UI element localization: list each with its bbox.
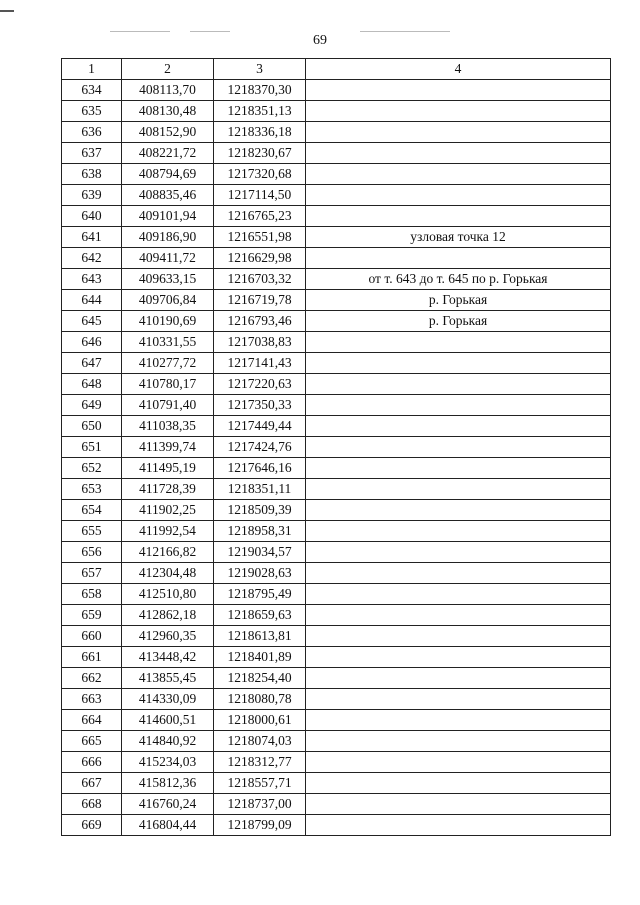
header-col-2: 2 — [122, 59, 214, 80]
y-coordinate-cell: 1219028,63 — [214, 563, 306, 584]
y-coordinate-cell: 1218000,61 — [214, 710, 306, 731]
point-number-cell: 640 — [62, 206, 122, 227]
scan-artifact-line — [360, 31, 450, 32]
table-row — [62, 668, 611, 689]
table-row — [62, 563, 611, 584]
description-cell — [306, 122, 611, 143]
table-row — [62, 227, 611, 248]
table-row — [62, 773, 611, 794]
y-coordinate-cell: 1218613,81 — [214, 626, 306, 647]
y-coordinate-cell: 1218509,39 — [214, 500, 306, 521]
point-number-cell: 635 — [62, 101, 122, 122]
point-number-cell: 636 — [62, 122, 122, 143]
table-row — [62, 584, 611, 605]
y-coordinate-cell: 1218799,09 — [214, 815, 306, 836]
scan-edge-mark — [0, 10, 14, 12]
table-row — [62, 290, 611, 311]
x-coordinate-cell: 408130,48 — [122, 101, 214, 122]
x-coordinate-cell: 410331,55 — [122, 332, 214, 353]
header-row — [62, 59, 611, 80]
table-row — [62, 647, 611, 668]
table-row — [62, 542, 611, 563]
description-cell — [306, 416, 611, 437]
y-coordinate-cell: 1218370,30 — [214, 80, 306, 101]
description-cell — [306, 668, 611, 689]
point-number-cell: 646 — [62, 332, 122, 353]
x-coordinate-cell: 410190,69 — [122, 311, 214, 332]
x-coordinate-cell: 411902,25 — [122, 500, 214, 521]
point-number-cell: 669 — [62, 815, 122, 836]
coordinates-table — [61, 58, 611, 836]
description-cell — [306, 752, 611, 773]
table-row — [62, 437, 611, 458]
point-number-cell: 642 — [62, 248, 122, 269]
y-coordinate-cell: 1217350,33 — [214, 395, 306, 416]
table-row — [62, 815, 611, 836]
y-coordinate-cell: 1217220,63 — [214, 374, 306, 395]
point-number-cell: 655 — [62, 521, 122, 542]
description-cell — [306, 542, 611, 563]
description-cell — [306, 437, 611, 458]
description-cell — [306, 185, 611, 206]
point-number-cell: 658 — [62, 584, 122, 605]
point-number-cell: 645 — [62, 311, 122, 332]
table-row — [62, 353, 611, 374]
point-number-cell: 654 — [62, 500, 122, 521]
y-coordinate-cell: 1218312,77 — [214, 752, 306, 773]
point-number-cell: 660 — [62, 626, 122, 647]
table-row — [62, 626, 611, 647]
description-cell — [306, 794, 611, 815]
table-row — [62, 521, 611, 542]
description-cell — [306, 479, 611, 500]
y-coordinate-cell: 1218737,00 — [214, 794, 306, 815]
y-coordinate-cell: 1216793,46 — [214, 311, 306, 332]
y-coordinate-cell: 1218351,13 — [214, 101, 306, 122]
table-row — [62, 458, 611, 479]
description-cell — [306, 143, 611, 164]
table-row — [62, 164, 611, 185]
description-cell: р. Горькая — [306, 290, 611, 311]
x-coordinate-cell: 410780,17 — [122, 374, 214, 395]
description-cell: р. Горькая — [306, 311, 611, 332]
description-cell — [306, 206, 611, 227]
y-coordinate-cell: 1216719,78 — [214, 290, 306, 311]
y-coordinate-cell: 1218074,03 — [214, 731, 306, 752]
x-coordinate-cell: 409633,15 — [122, 269, 214, 290]
point-number-cell: 652 — [62, 458, 122, 479]
point-number-cell: 661 — [62, 647, 122, 668]
table-row — [62, 332, 611, 353]
x-coordinate-cell: 413855,45 — [122, 668, 214, 689]
x-coordinate-cell: 415812,36 — [122, 773, 214, 794]
x-coordinate-cell: 410791,40 — [122, 395, 214, 416]
y-coordinate-cell: 1218401,89 — [214, 647, 306, 668]
table-row — [62, 122, 611, 143]
x-coordinate-cell: 412862,18 — [122, 605, 214, 626]
x-coordinate-cell: 409186,90 — [122, 227, 214, 248]
point-number-cell: 668 — [62, 794, 122, 815]
description-cell — [306, 458, 611, 479]
table-row — [62, 479, 611, 500]
description-cell — [306, 395, 611, 416]
description-cell — [306, 500, 611, 521]
y-coordinate-cell: 1217449,44 — [214, 416, 306, 437]
scan-artifact-line — [110, 31, 170, 32]
point-number-cell: 648 — [62, 374, 122, 395]
table-row — [62, 206, 611, 227]
table-header — [62, 59, 611, 80]
y-coordinate-cell: 1216629,98 — [214, 248, 306, 269]
header-col-4: 4 — [306, 59, 611, 80]
x-coordinate-cell: 411495,19 — [122, 458, 214, 479]
x-coordinate-cell: 408113,70 — [122, 80, 214, 101]
point-number-cell: 662 — [62, 668, 122, 689]
y-coordinate-cell: 1216551,98 — [214, 227, 306, 248]
header-col-1: 1 — [62, 59, 122, 80]
description-cell — [306, 647, 611, 668]
y-coordinate-cell: 1218557,71 — [214, 773, 306, 794]
description-cell — [306, 101, 611, 122]
x-coordinate-cell: 414600,51 — [122, 710, 214, 731]
x-coordinate-cell: 408835,46 — [122, 185, 214, 206]
point-number-cell: 643 — [62, 269, 122, 290]
table-row — [62, 143, 611, 164]
point-number-cell: 650 — [62, 416, 122, 437]
point-number-cell: 657 — [62, 563, 122, 584]
point-number-cell: 664 — [62, 710, 122, 731]
point-number-cell: 647 — [62, 353, 122, 374]
x-coordinate-cell: 410277,72 — [122, 353, 214, 374]
table-row — [62, 794, 611, 815]
description-cell: узловая точка 12 — [306, 227, 611, 248]
point-number-cell: 641 — [62, 227, 122, 248]
x-coordinate-cell: 408221,72 — [122, 143, 214, 164]
table-row — [62, 710, 611, 731]
description-cell — [306, 626, 611, 647]
y-coordinate-cell: 1218080,78 — [214, 689, 306, 710]
x-coordinate-cell: 411399,74 — [122, 437, 214, 458]
description-cell: от т. 643 до т. 645 по р. Горькая — [306, 269, 611, 290]
x-coordinate-cell: 411038,35 — [122, 416, 214, 437]
description-cell — [306, 773, 611, 794]
point-number-cell: 649 — [62, 395, 122, 416]
table-row — [62, 185, 611, 206]
y-coordinate-cell: 1218795,49 — [214, 584, 306, 605]
y-coordinate-cell: 1218336,18 — [214, 122, 306, 143]
x-coordinate-cell: 412166,82 — [122, 542, 214, 563]
point-number-cell: 656 — [62, 542, 122, 563]
table-row — [62, 101, 611, 122]
description-cell — [306, 164, 611, 185]
x-coordinate-cell: 408794,69 — [122, 164, 214, 185]
y-coordinate-cell: 1218958,31 — [214, 521, 306, 542]
point-number-cell: 637 — [62, 143, 122, 164]
point-number-cell: 638 — [62, 164, 122, 185]
x-coordinate-cell: 412304,48 — [122, 563, 214, 584]
table-row — [62, 311, 611, 332]
y-coordinate-cell: 1217114,50 — [214, 185, 306, 206]
y-coordinate-cell: 1217320,68 — [214, 164, 306, 185]
header-col-3: 3 — [214, 59, 306, 80]
table-row — [62, 605, 611, 626]
y-coordinate-cell: 1216703,32 — [214, 269, 306, 290]
x-coordinate-cell: 409101,94 — [122, 206, 214, 227]
point-number-cell: 651 — [62, 437, 122, 458]
table-row — [62, 416, 611, 437]
point-number-cell: 644 — [62, 290, 122, 311]
y-coordinate-cell: 1217038,83 — [214, 332, 306, 353]
description-cell — [306, 710, 611, 731]
x-coordinate-cell: 413448,42 — [122, 647, 214, 668]
y-coordinate-cell: 1218254,40 — [214, 668, 306, 689]
x-coordinate-cell: 414330,09 — [122, 689, 214, 710]
table-row — [62, 689, 611, 710]
table-row — [62, 374, 611, 395]
scan-artifact-line — [190, 31, 230, 32]
x-coordinate-cell: 411992,54 — [122, 521, 214, 542]
point-number-cell: 653 — [62, 479, 122, 500]
description-cell — [306, 248, 611, 269]
point-number-cell: 667 — [62, 773, 122, 794]
x-coordinate-cell: 414840,92 — [122, 731, 214, 752]
y-coordinate-cell: 1218230,67 — [214, 143, 306, 164]
description-cell — [306, 80, 611, 101]
x-coordinate-cell: 408152,90 — [122, 122, 214, 143]
description-cell — [306, 332, 611, 353]
description-cell — [306, 584, 611, 605]
table-row — [62, 80, 611, 101]
description-cell — [306, 521, 611, 542]
table-row — [62, 731, 611, 752]
y-coordinate-cell: 1216765,23 — [214, 206, 306, 227]
description-cell — [306, 605, 611, 626]
description-cell — [306, 374, 611, 395]
table-row — [62, 752, 611, 773]
x-coordinate-cell: 415234,03 — [122, 752, 214, 773]
table-row — [62, 248, 611, 269]
x-coordinate-cell: 412960,35 — [122, 626, 214, 647]
y-coordinate-cell: 1217424,76 — [214, 437, 306, 458]
description-cell — [306, 815, 611, 836]
y-coordinate-cell: 1217141,43 — [214, 353, 306, 374]
x-coordinate-cell: 409706,84 — [122, 290, 214, 311]
point-number-cell: 639 — [62, 185, 122, 206]
table-row — [62, 269, 611, 290]
point-number-cell: 663 — [62, 689, 122, 710]
y-coordinate-cell: 1217646,16 — [214, 458, 306, 479]
table-body — [62, 80, 611, 836]
point-number-cell: 666 — [62, 752, 122, 773]
y-coordinate-cell: 1218351,11 — [214, 479, 306, 500]
y-coordinate-cell: 1218659,63 — [214, 605, 306, 626]
description-cell — [306, 731, 611, 752]
x-coordinate-cell: 416760,24 — [122, 794, 214, 815]
description-cell — [306, 563, 611, 584]
point-number-cell: 659 — [62, 605, 122, 626]
x-coordinate-cell: 412510,80 — [122, 584, 214, 605]
x-coordinate-cell: 416804,44 — [122, 815, 214, 836]
x-coordinate-cell: 411728,39 — [122, 479, 214, 500]
x-coordinate-cell: 409411,72 — [122, 248, 214, 269]
table-row — [62, 500, 611, 521]
page-number: 69 — [313, 33, 327, 48]
point-number-cell: 634 — [62, 80, 122, 101]
y-coordinate-cell: 1219034,57 — [214, 542, 306, 563]
table-row — [62, 395, 611, 416]
description-cell — [306, 353, 611, 374]
description-cell — [306, 689, 611, 710]
point-number-cell: 665 — [62, 731, 122, 752]
